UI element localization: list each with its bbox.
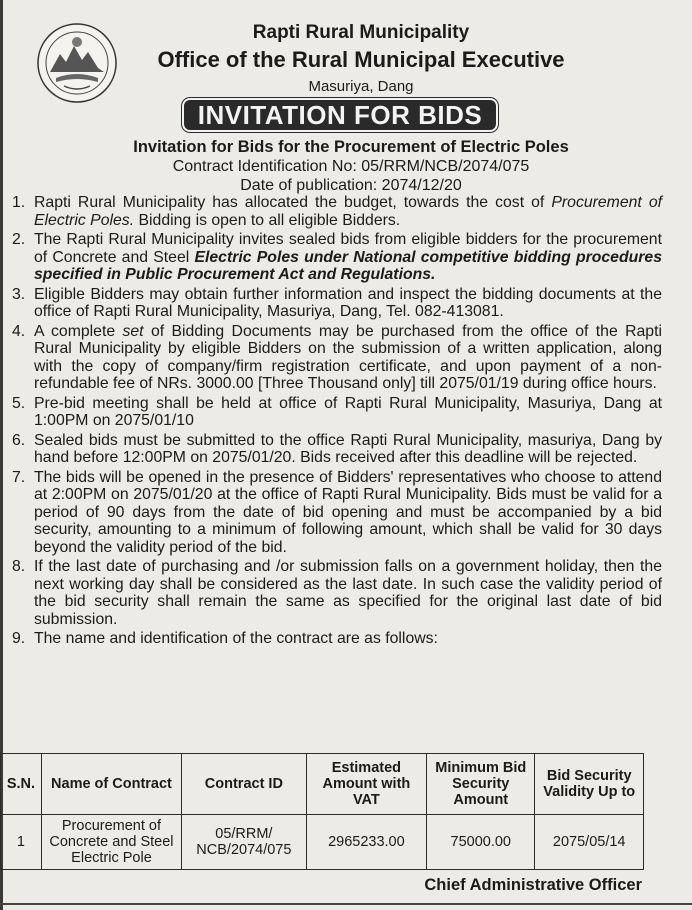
item-number: 1. bbox=[12, 194, 26, 211]
column-header: Name of Contract bbox=[41, 754, 181, 815]
item-text: Sealed bids must be submitted to the office Rapti Rural Municipality, masuriya, Dang by hand before 12:00PM on 2075/01/20. Bids received after this deadline will be rejected. bbox=[34, 431, 662, 466]
notice-item bbox=[8, 558, 662, 628]
table-row bbox=[1, 815, 644, 870]
table-cell: Procurement of Concrete and Steel Electric Pole bbox=[41, 815, 181, 870]
notice-item bbox=[8, 194, 662, 229]
item-number: 2. bbox=[12, 231, 26, 248]
item-text: The bids will be opened in the presence of Bidders' representatives who choose to attend at 2:00PM on 2075/01/20 at the office of Rapti Rural Municipality. Bids must be valid for a period of 90 days from the date of bid opening and must be accompanied by a bid security, amounting to a minimum of following amount, which shall be valid for 30 days beyond the validity period of the bid. bbox=[34, 468, 662, 556]
notice-subtitle: Invitation for Bids for the Procurement of Electric Poles bbox=[133, 138, 569, 156]
bottom-divider bbox=[0, 903, 692, 905]
item-number: 9. bbox=[12, 630, 26, 647]
column-header: Estimated Amount with VAT bbox=[306, 754, 426, 815]
column-header: S.N. bbox=[1, 754, 42, 815]
table-cell: 75000.00 bbox=[427, 815, 535, 870]
contract-table bbox=[0, 753, 644, 870]
column-header: Contract ID bbox=[182, 754, 307, 815]
notice-item bbox=[8, 469, 662, 557]
table-cell: 2965233.00 bbox=[306, 815, 426, 870]
item-text: A complete set of Bidding Documents may be purchased from the office of the Rapti Rural Municipality by eligible Bidders on the submission of a written application, along with the copy of company/firm registration certificate, and upon payment of a non-refundable fee of NRs. 3000.00 [Three Thousand only] till 2075/01/19 during office hours. bbox=[34, 322, 662, 392]
item-number: 4. bbox=[12, 322, 26, 340]
item-text: The name and identification of the contract are as follows: bbox=[34, 630, 438, 647]
item-number: 6. bbox=[12, 431, 26, 449]
notice-items bbox=[8, 194, 662, 650]
table-cell: 1 bbox=[1, 815, 42, 870]
notice-item bbox=[8, 231, 662, 284]
item-text: Pre-bid meeting shall be held at office of Rapti Rural Municipality, Masuriya, Dang at 1:00PM on 2075/01/10 bbox=[34, 394, 662, 429]
item-text: Eligible Bidders may obtain further information and inspect the bidding documents at the office of Rapti Rural Municipality, Masuriya, Dang, Tel. 082-413081. bbox=[34, 285, 662, 320]
notice-item bbox=[8, 630, 662, 648]
invitation-banner: INVITATION FOR BIDS bbox=[182, 98, 498, 132]
item-text: If the last date of purchasing and /or submission falls on a government holiday, then the next working day shall be considered as the last date. In such case the validity period of the bid security shall remain the same as specified for the original last date of bid submission. bbox=[34, 558, 662, 628]
item-number: 7. bbox=[12, 468, 26, 486]
notice-item bbox=[8, 395, 662, 430]
column-header: Bid Security Validity Up to bbox=[535, 754, 644, 815]
table-header-row bbox=[1, 754, 644, 815]
organization-name: Rapti Rural Municipality bbox=[252, 22, 470, 43]
item-number: 8. bbox=[12, 558, 26, 575]
table-cell: 05/RRM/ NCB/2074/075 bbox=[182, 815, 307, 870]
office-name: Office of the Rural Municipal Executive bbox=[157, 47, 565, 72]
office-location: Masuriya, Dang bbox=[308, 78, 414, 95]
table-cell: 2075/05/14 bbox=[535, 815, 644, 870]
item-number: 3. bbox=[12, 285, 26, 303]
item-text: Rapti Rural Municipality has allocated the budget, towards the cost of Procurement of Electric Poles. Bidding is open to all eligible Bidders. bbox=[34, 194, 663, 229]
publication-date: Date of publication: 2074/12/20 bbox=[240, 177, 462, 194]
column-header: Minimum Bid Security Amount bbox=[427, 754, 535, 815]
signatory-title: Chief Administrative Officer bbox=[424, 876, 642, 894]
contract-identification: Contract Identification No: 05/RRM/NCB/2074/075 bbox=[172, 158, 530, 175]
notice-item bbox=[8, 323, 662, 393]
item-number: 5. bbox=[12, 394, 26, 412]
notice-item bbox=[8, 286, 662, 321]
notice-item bbox=[8, 432, 662, 467]
item-text: The Rapti Rural Municipality invites sealed bids from eligible bidders for the procurement of Concrete and Steel Electric Poles under National competitive bidding procedures specified in Public Procurement Act and Regulations. bbox=[34, 231, 662, 283]
